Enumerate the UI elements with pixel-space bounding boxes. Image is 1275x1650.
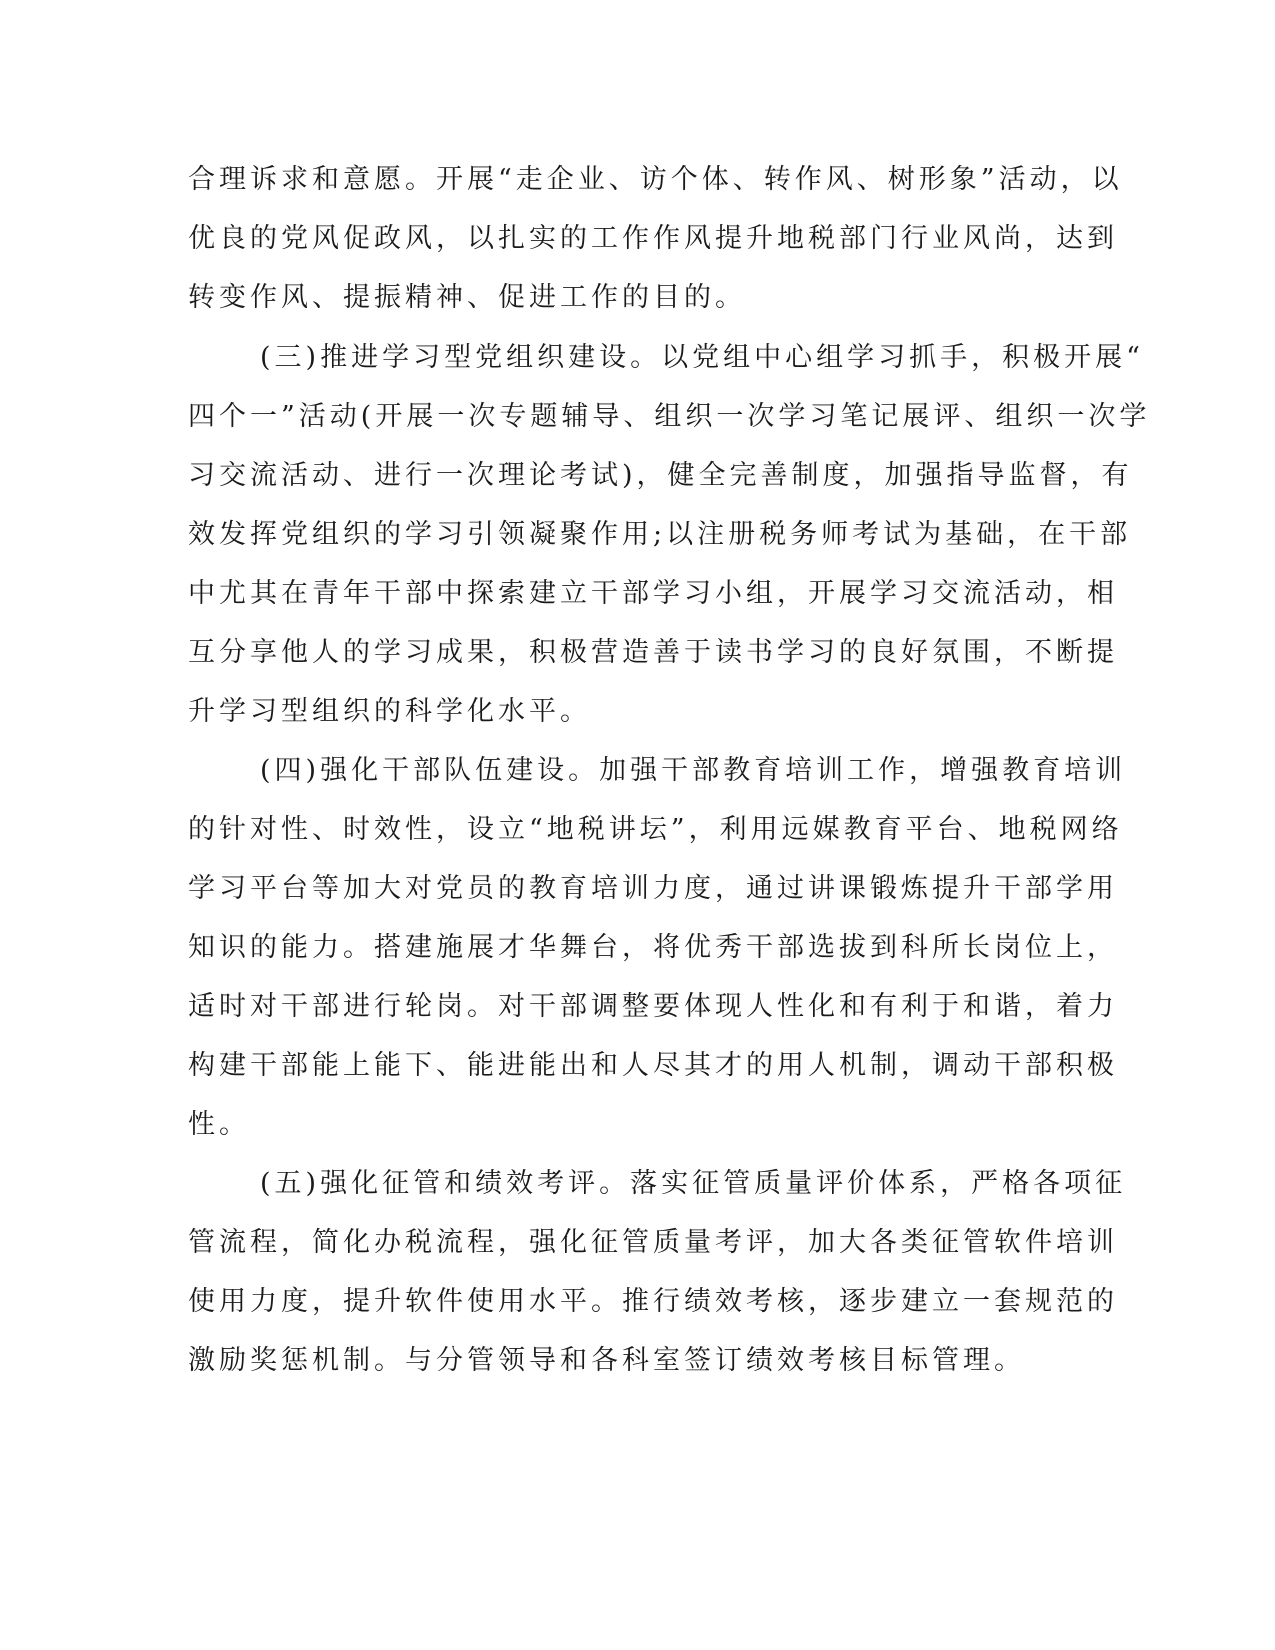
paragraph-3-line-4: 知识的能力。搭建施展才华舞台，将优秀干部选拔到科所长岗位上， — [188, 932, 1118, 963]
paragraph-1-line-1: 合理诉求和意愿。开展“走企业、访个体、转作风、树形象”活动，以 — [188, 164, 1123, 195]
document-body — [188, 0, 1151, 1650]
paragraph-2-line-5: 中尤其在青年干部中探索建立干部学习小组，开展学习交流活动，相 — [188, 578, 1118, 609]
paragraph-2-line-1: (三)推进学习型党组织建设。以党组中心组学习抓手，积极开展“ — [260, 342, 1144, 373]
paragraph-3-line-6: 构建干部能上能下、能进能出和人尽其才的用人机制，调动干部积极 — [188, 1050, 1118, 1081]
paragraph-3-line-1: (四)强化干部队伍建设。加强干部教育培训工作，增强教育培训 — [260, 755, 1127, 786]
paragraph-3-line-5: 适时对干部进行轮岗。对干部调整要体现人性化和有利于和谐，着力 — [188, 991, 1118, 1022]
paragraph-4-line-2: 管流程，简化办税流程，强化征管质量考评，加大各类征管软件培训 — [188, 1227, 1118, 1258]
paragraph-2-line-2: 四个一”活动(开展一次专题辅导、组织一次学习笔记展评、组织一次学 — [188, 401, 1151, 432]
paragraph-4-line-1: (五)强化征管和绩效考评。落实征管质量评价体系，严格各项征 — [260, 1168, 1127, 1199]
paragraph-3-line-2: 的针对性、时效性，设立“地税讲坛”，利用远媒教育平台、地税网络 — [188, 814, 1123, 845]
paragraph-1-line-3: 转变作风、提振精神、促进工作的目的。 — [188, 282, 746, 313]
paragraph-2-line-6: 互分享他人的学习成果，积极营造善于读书学习的良好氛围，不断提 — [188, 637, 1118, 668]
paragraph-4-line-3: 使用力度，提升软件使用水平。推行绩效考核，逐步建立一套规范的 — [188, 1286, 1118, 1317]
paragraph-2-line-7: 升学习型组织的科学化水平。 — [188, 696, 591, 727]
paragraph-3-line-7: 性。 — [188, 1109, 250, 1140]
paragraph-3-line-3: 学习平台等加大对党员的教育培训力度，通过讲课锻炼提升干部学用 — [188, 873, 1118, 904]
paragraph-1-line-2: 优良的党风促政风，以扎实的工作作风提升地税部门行业风尚，达到 — [188, 223, 1118, 254]
paragraph-2-line-4: 效发挥党组织的学习引领凝聚作用;以注册税务师考试为基础，在干部 — [188, 519, 1132, 550]
paragraph-2-line-3: 习交流活动、进行一次理论考试)，健全完善制度，加强指导监督，有 — [188, 460, 1133, 491]
paragraph-4-line-4: 激励奖惩机制。与分管领导和各科室签订绩效考核目标管理。 — [188, 1345, 1025, 1376]
